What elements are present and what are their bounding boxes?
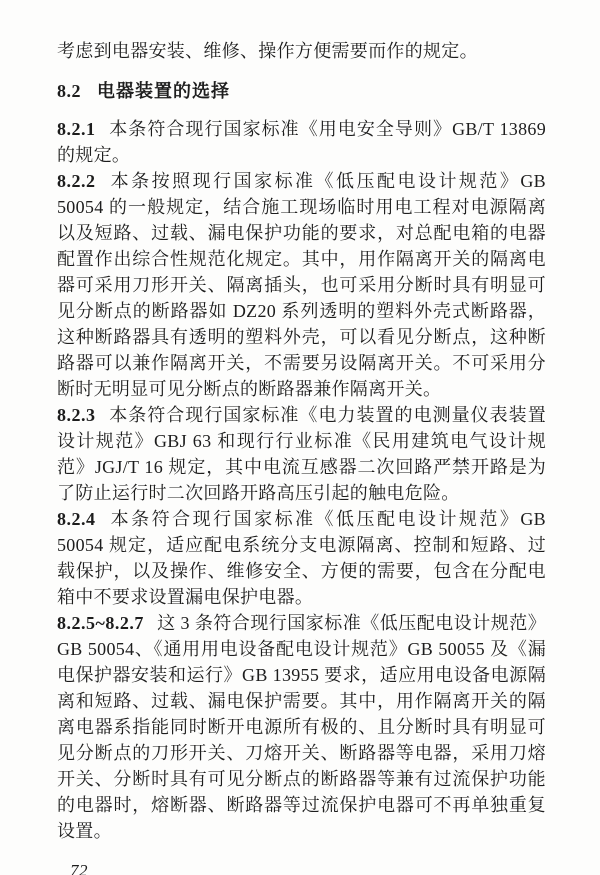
continuation-paragraph-text: 考虑到电器安装、维修、操作方便需要而作的规定。 (57, 41, 478, 61)
clause-8-2-2 (57, 168, 546, 402)
clause-number: 8.2.2 (57, 171, 96, 191)
clause-text: 本条符合现行国家标准《低压配电设计规范》GB 50054 规定，适应配电系统分支电源隔离、控制和短路、过载保护，以及操作、维修安全、方便的需要，包含在分配电箱中不要求设置漏电保护电器。 (57, 509, 546, 607)
page-number: 72 (70, 861, 88, 875)
clause-number: 8.2.3 (57, 405, 96, 425)
clause-8-2-1 (57, 116, 546, 168)
clause-text: 本条符合现行国家标准《电力装置的电测量仪表装置设计规范》GBJ 63 和现行行业标准《民用建筑电气设计规范》JGJ/T 16 规定，其中电流互感器二次回路严禁开路是为了防止运行时二次回路开路高压引起的触电危险。 (57, 405, 546, 503)
clause-8-2-4 (57, 506, 546, 610)
clause-8-2-3 (57, 402, 546, 506)
section-heading (57, 78, 546, 104)
clause-number: 8.2.1 (57, 119, 96, 139)
clause-text: 这 3 条符合现行国家标准《低压配电设计规范》GB 50054、《通用用电设备配电设计规范》GB 50055 及《漏电保护器安装和运行》GB 13955 要求，适应用电设备电源隔离和短路、过载、漏电保护需要。其中，用作隔离开关的隔离电器系指能同时断开电源所有极的、且分断时具有明显可见分断点的刀形开关、刀熔开关、断路器等电器，采用刀熔开关、分断时具有可见分断点的断路器等兼有过流保护功能的电器时，熔断器、断路器等过流保护电器可不再单独重复设置。 (57, 613, 546, 841)
continuation-paragraph (57, 38, 546, 64)
clause-text: 本条按照现行国家标准《低压配电设计规范》GB 50054 的一般规定，结合施工现场临时用电工程对电源隔离以及短路、过载、漏电保护功能的要求，对总配电箱的电器配置作出综合性规范化规定。其中，用作隔离开关的隔离电器可采用刀形开关、隔离插头，也可采用分断时具有明显可见分断点的断路器如 DZ20 系列透明的塑料外壳式断路器，这种断路器具有透明的塑料外壳，可以看见分断点，这种断路器可以兼作隔离开关，不需要另设隔离开关。不可采用分断时无明显可见分断点的断路器兼作隔离开关。 (57, 171, 546, 399)
section-heading-title: 电器装置的选择 (97, 81, 230, 101)
clause-number: 8.2.4 (57, 509, 96, 529)
section-heading-number: 8.2 (57, 81, 81, 101)
clause-text: 本条符合现行国家标准《用电安全导则》GB/T 13869 的规定。 (57, 119, 546, 165)
clause-8-2-5-to-8-2-7 (57, 610, 546, 844)
clause-number: 8.2.5~8.2.7 (57, 613, 144, 633)
